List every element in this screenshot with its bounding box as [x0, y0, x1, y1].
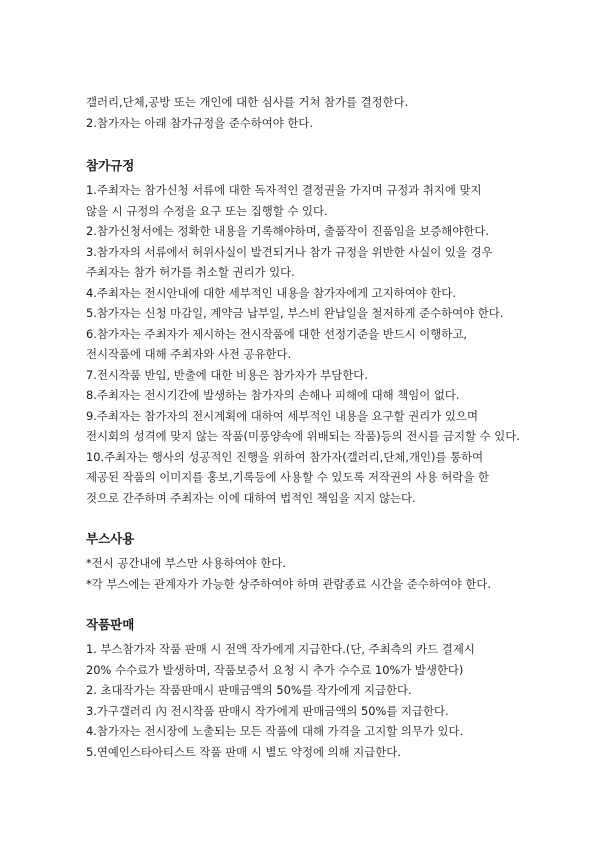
rule-line: 8.주최자는 전시기간에 발생하는 참가자의 손해나 피해에 대해 책임이 없다. [86, 388, 460, 402]
section-artwork-sales [86, 615, 526, 762]
rule-line: 9.주최자는 참가자의 전시계획에 대하여 세부적인 내용을 요구할 권리가 있으며 [86, 408, 478, 423]
sales-line: 20% 수수료가 발생하며, 작품보증서 요청 시 추가 수수료 10%가 발생한다) [86, 662, 464, 677]
rule-line: 3.참가자의 서류에서 허위사실이 발견되거나 참가 규정을 위반한 사실이 있을 경우 [86, 244, 493, 259]
rule-line: 않을 시 규정의 수정을 요구 또는 집행할 수 있다. [86, 203, 328, 218]
rule-line: 1.주최자는 참가신청 서류에 대한 독자적인 결정권을 가지며 규정과 취지에 맞지 [86, 183, 482, 197]
section-booth-usage [86, 529, 526, 594]
sales-line: 2. 초대작가는 작품판매시 판매금액의 50%를 작가에게 지급한다. [86, 683, 412, 697]
section-title: 작품판매 [86, 617, 135, 632]
rule-line: 전시회의 성격에 맞지 않는 작품(미풍양속에 위배되는 작품)등의 전시를 금지할 수 있다. [86, 429, 520, 443]
sales-line: 5.연예인스타아티스트 작품 판매 시 별도 약정에 의해 지급한다. [86, 744, 401, 759]
rule-line: 5.참가자는 신청 마감일, 계약금 납부일, 부스비 완납일을 철저하게 준수하여야 한다. [86, 306, 504, 320]
document-body [86, 92, 526, 762]
intro-line-1: 갤러리,단체,공방 또는 개인에 대한 심사를 거쳐 참가를 결정한다. [86, 95, 409, 109]
section-title: 참가규정 [86, 158, 135, 173]
booth-line: *전시 공간내에 부스만 사용하여야 한다. [86, 556, 286, 570]
booth-line: *각 부스에는 관계자가 가능한 상주하여야 하며 관람종료 시간을 준수하여야 한다. [86, 576, 492, 591]
rule-line: 2.참가신청서에는 정확한 내용을 기록해야하며, 출품작이 진품임을 보증해야한다. [86, 224, 489, 238]
rule-line: 전시작품에 대해 주최자와 사전 공유한다. [86, 347, 292, 361]
section-title: 부스사용 [86, 531, 135, 546]
intro-line-2: 2.참가자는 아래 참가규정을 준수하여야 한다. [86, 115, 314, 130]
section-participation-rules [86, 156, 526, 508]
rule-line: 주최자는 참가 허가를 취소할 권리가 있다. [86, 265, 295, 279]
rule-line: 10.주최자는 행사의 성공적인 진행을 위하여 참가자(갤러리,단체,개인)를 통하여 [86, 449, 484, 464]
sales-line: 1. 부스참가자 작품 판매 시 전액 작가에게 지급한다.(단, 주최측의 카드 결제시 [86, 642, 475, 656]
rule-line: 4.주최자는 전시안내에 대한 세부적인 내용을 참가자에게 고지하여야 한다. [86, 285, 456, 300]
sales-line: 3.가구갤러리 內 전시작품 판매시 작가에게 판매금액의 50%를 지급한다. [86, 703, 449, 718]
rule-line: 6.참가자는 주최자가 제시하는 전시작품에 대한 선정기준을 반드시 이행하고, [86, 326, 467, 341]
rule-line: 제공된 작품의 이미지를 홍보,기록등에 사용할 수 있도록 저작권의 사용 허락을 한 [86, 470, 489, 484]
sales-line: 4.참가자는 전시장에 노출되는 모든 작품에 대해 가격을 고지할 의무가 있다. [86, 724, 464, 738]
rule-line: 7.전시작품 반입, 반출에 대한 비용은 참가자가 부담한다. [86, 367, 368, 382]
rule-line: 것으로 간주하며 주최자는 이에 대하여 법적인 책임을 지지 않는다. [86, 490, 416, 505]
